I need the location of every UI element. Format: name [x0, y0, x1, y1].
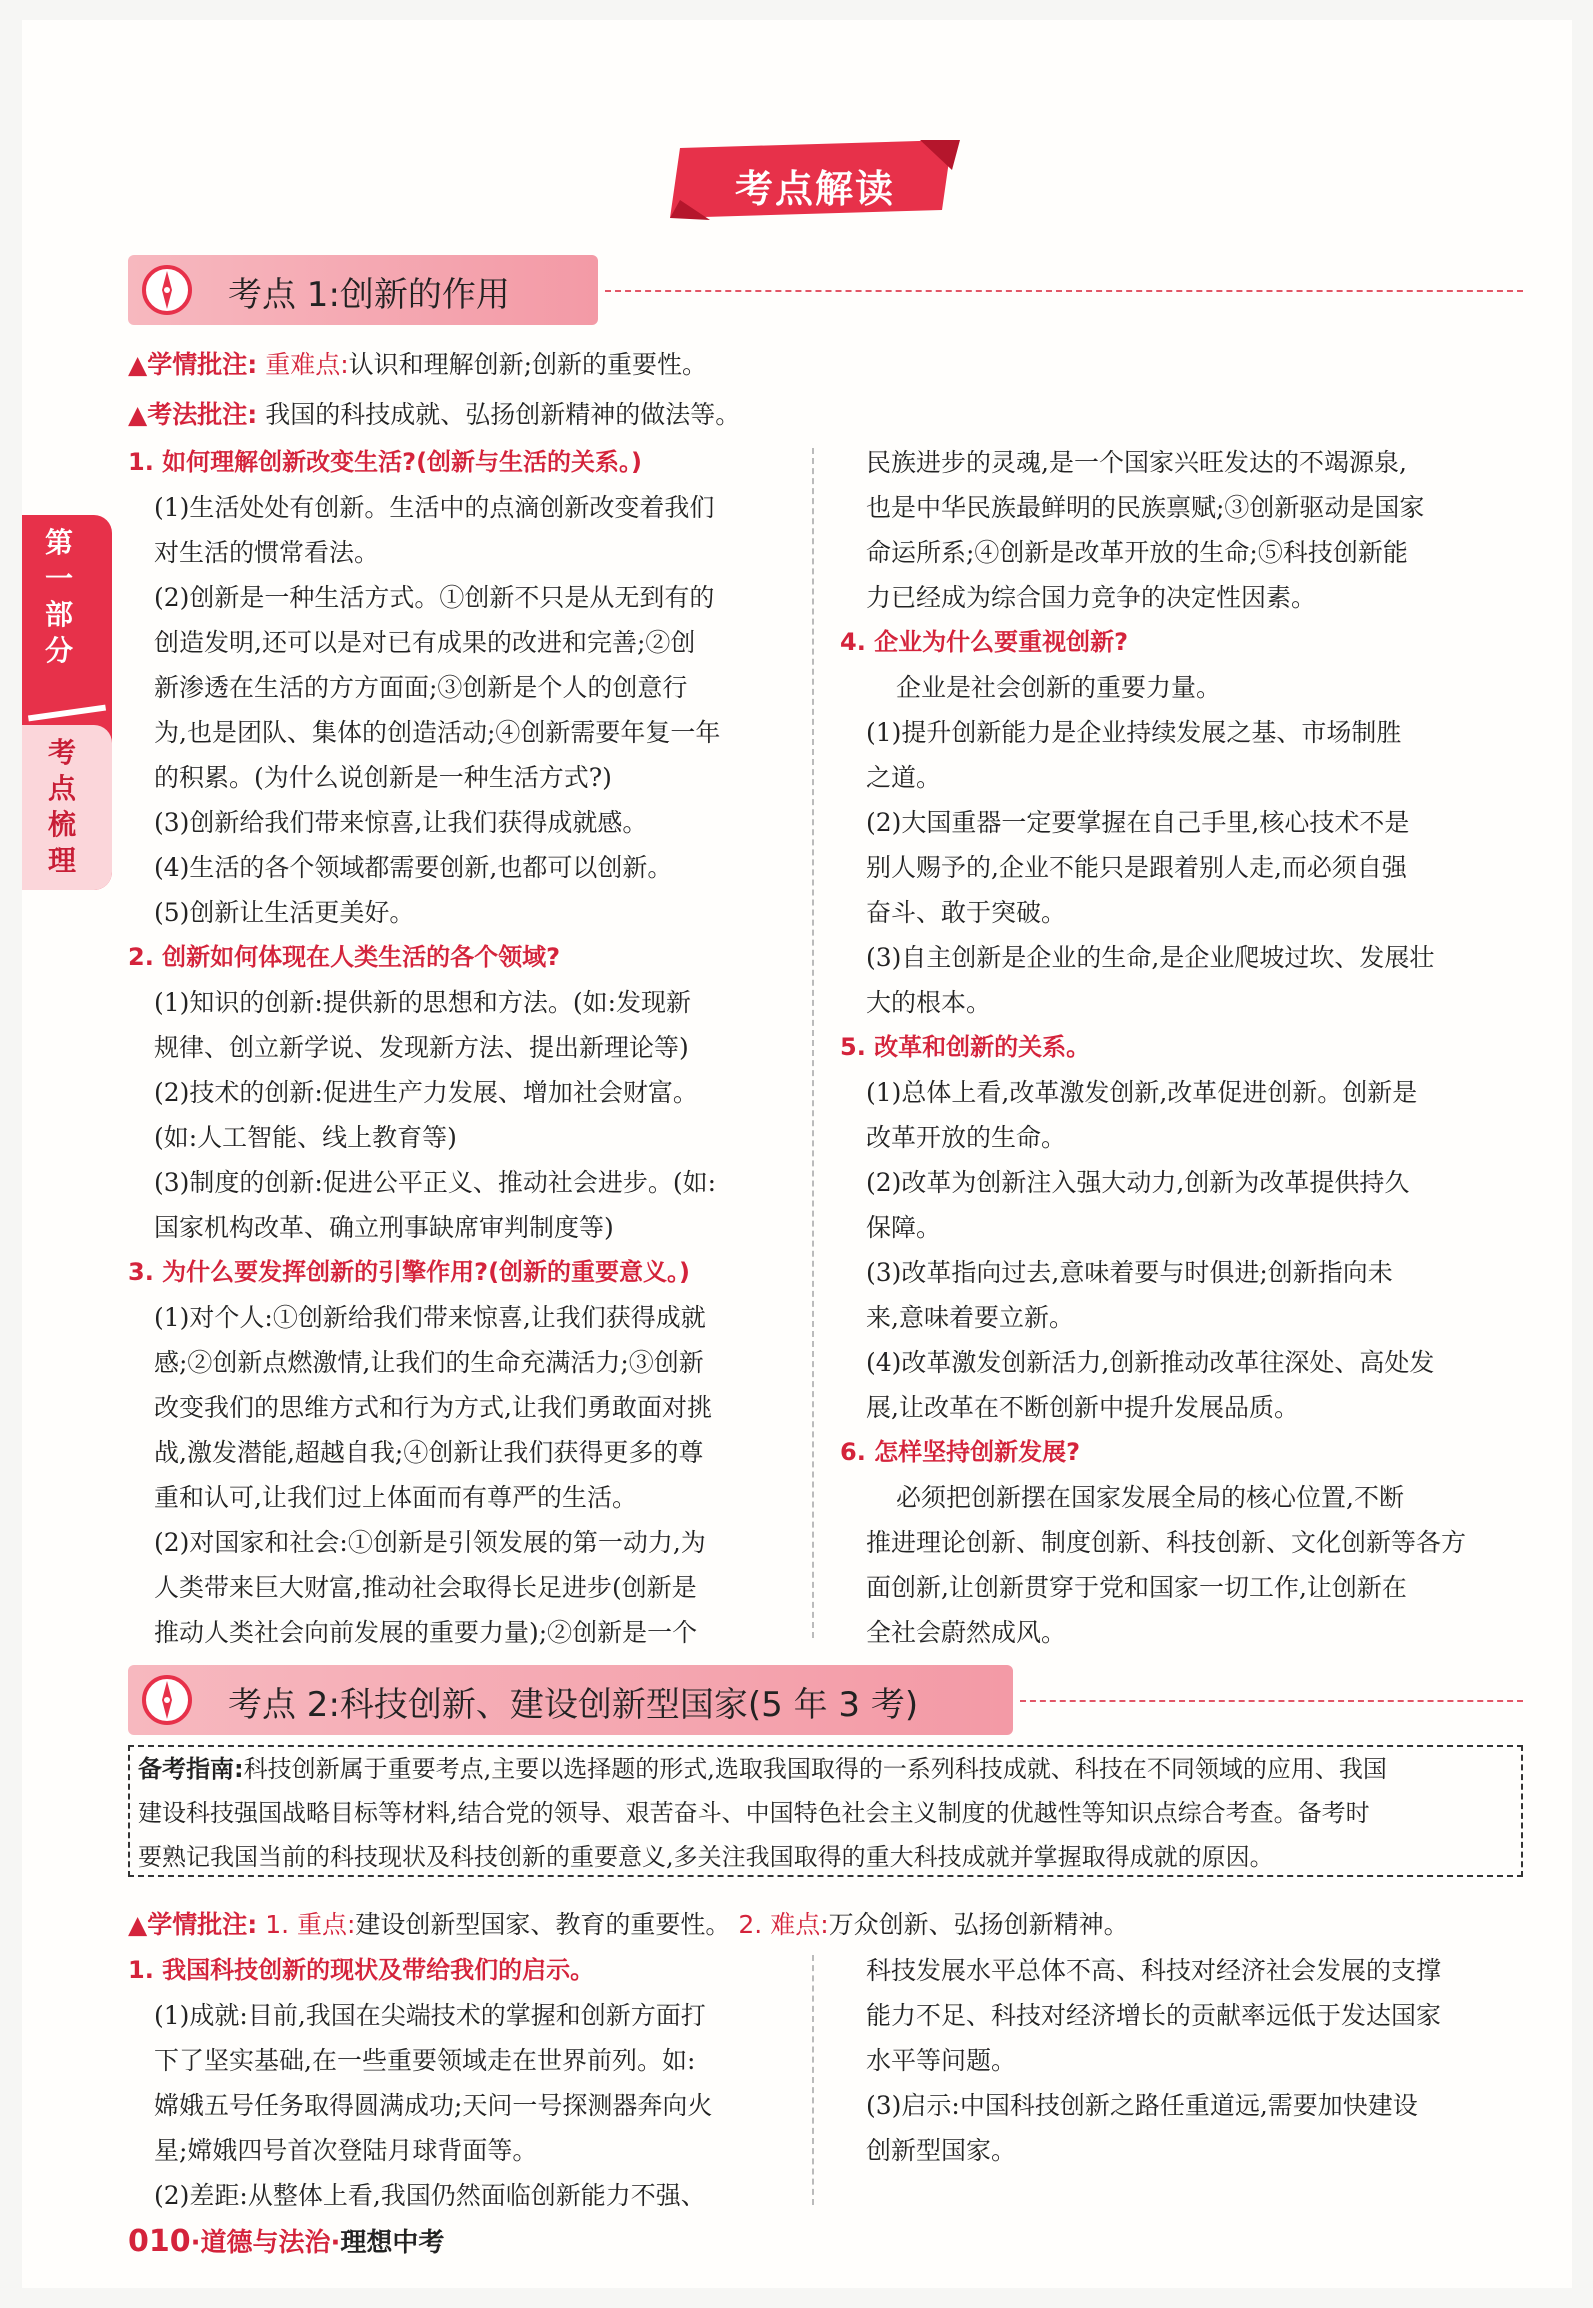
section-banner	[670, 140, 960, 220]
text-line: (2)改革为创新注入强大动力,创新为改革提供持久	[866, 1168, 1410, 1197]
left-column-2	[128, 1948, 793, 2218]
section-2-header	[128, 1665, 1013, 1735]
text-line: (2)对国家和社会:①创新是引领发展的第一动力,为	[154, 1528, 706, 1557]
divider	[1020, 1700, 1523, 1702]
text-line: 国家机构改革、确立刑事缺席审判制度等)	[154, 1213, 614, 1242]
text-line: (3)制度的创新:促进公平正义、推动社会进步。(如:	[154, 1168, 717, 1197]
text-line: 感;②创新点燃激情,让我们的生命充满活力;③创新	[154, 1348, 704, 1377]
text-line: 规律、创立新学说、发现新方法、提出新理论等)	[154, 1033, 689, 1062]
text-line: 水平等问题。	[866, 2046, 1017, 2075]
xueqing-note: ▲学情批注: 重难点:认识和理解创新;创新的重要性。	[128, 350, 708, 379]
text-line: 别人赐予的,企业不能只是跟着别人走,而必须自强	[866, 853, 1407, 882]
text-line: (4)生活的各个领域都需要创新,也都可以创新。	[154, 853, 673, 882]
text-line: 也是中华民族最鲜明的民族禀赋;③创新驱动是国家	[866, 493, 1425, 522]
text-line: (1)对个人:①创新给我们带来惊喜,让我们获得成就	[154, 1303, 706, 1332]
text-line: (2)差距:从整体上看,我国仍然面临创新能力不强、	[154, 2181, 706, 2210]
text-line: 大的根本。	[866, 988, 992, 1017]
compass-icon	[142, 1675, 192, 1725]
text-line: 改变我们的思维方式和行为方式,让我们勇敢面对挑	[154, 1393, 712, 1422]
text-line: 科技发展水平总体不高、科技对经济社会发展的支撑	[866, 1956, 1442, 1985]
text-line: 面创新,让创新贯穿于党和国家一切工作,让创新在	[866, 1573, 1407, 1602]
text-line: (2)大国重器一定要掌握在自己手里,核心技术不是	[866, 808, 1410, 837]
text-line: 来,意味着要立新。	[866, 1303, 1074, 1332]
text-line: 的积累。(为什么说创新是一种生活方式?)	[154, 763, 612, 792]
text-line: 民族进步的灵魂,是一个国家兴旺发达的不竭源泉,	[866, 448, 1407, 477]
section-2-title: 考点 2:科技创新、建设创新型国家(5 年 3 考)	[228, 1685, 919, 1725]
text-line: (如:人工智能、线上教育等)	[154, 1123, 457, 1152]
text-line: 重和认可,让我们过上体面而有尊严的生活。	[154, 1483, 637, 1512]
page-footer: 010·道德与法治·理想中考	[128, 2224, 445, 2259]
text-line: (1)生活处处有创新。生活中的点滴创新改变着我们	[154, 493, 715, 522]
banner-title: 考点解读	[734, 167, 895, 211]
question-heading: 5. 改革和创新的关系。	[840, 1033, 1091, 1061]
text-line: (3)创新给我们带来惊喜,让我们获得成就感。	[154, 808, 648, 837]
exam-guide-box: 备考指南:科技创新属于重要考点,主要以选择题的形式,选取我国取得的一系列科技成就、科技在不同领域的应用、我国 建设科技强国战略目标等材料,结合党的领导、艰苦奋斗、中国特色社会主义制度的优越性等知识点综合考查。备考时 要熟记我国当前的科技现状及科技创新的重要意义,多关注我国取得的重大科技成就并掌握取得成就的原因。	[128, 1745, 1523, 1877]
divider	[605, 290, 1523, 292]
side-tab	[22, 515, 112, 890]
text-line: 全社会蔚然成风。	[866, 1618, 1067, 1647]
xueqing-note-2: ▲学情批注: 1. 重点:建设创新型国家、教育的重要性。 2. 难点:万众创新、弘扬创新精神。	[128, 1910, 1129, 1939]
text-line: 展,让改革在不断创新中提升发展品质。	[866, 1393, 1299, 1422]
question-heading: 2. 创新如何体现在人类生活的各个领域?	[128, 943, 561, 971]
text-line: (3)启示:中国科技创新之路任重道远,需要加快建设	[866, 2091, 1418, 2120]
text-line: 奋斗、敢于突破。	[866, 898, 1067, 927]
text-line: 创造发明,还可以是对已有成果的改进和完善;②创	[154, 628, 696, 657]
question-heading: 1. 我国科技创新的现状及带给我们的启示。	[128, 1956, 595, 1984]
text-line: (1)提升创新能力是企业持续发展之基、市场制胜	[866, 718, 1402, 747]
text-line: (2)创新是一种生活方式。①创新不只是从无到有的	[154, 583, 715, 612]
text-line: (3)自主创新是企业的生命,是企业爬坡过坎、发展壮	[866, 943, 1435, 972]
page-number: 010	[128, 2224, 191, 2259]
left-column	[128, 440, 793, 1655]
question-heading: 6. 怎样坚持创新发展?	[840, 1438, 1081, 1466]
compass-icon	[142, 265, 192, 315]
text-line: 星;嫦娥四号首次登陆月球背面等。	[154, 2136, 538, 2165]
text-line: 必须把创新摆在国家发展全局的核心位置,不断	[896, 1483, 1404, 1512]
side-tab-label: 考点梳理	[47, 736, 76, 877]
text-line: 企业是社会创新的重要力量。	[896, 673, 1222, 702]
right-column	[840, 440, 1520, 1655]
text-line: 推动人类社会向前发展的重要力量);②创新是一个	[154, 1618, 698, 1647]
text-line: 下了坚实基础,在一些重要领域走在世界前列。如:	[154, 2046, 696, 2075]
right-column-2	[840, 1948, 1520, 2173]
question-heading: 1. 如何理解创新改变生活?(创新与生活的关系。)	[128, 448, 643, 476]
section-1-header	[128, 255, 598, 325]
text-line: (2)技术的创新:促进生产力发展、增加社会财富。	[154, 1078, 698, 1107]
text-line: (4)改革激发创新活力,创新推动改革往深处、高处发	[866, 1348, 1435, 1377]
text-line: 人类带来巨大财富,推动社会取得长足进步(创新是	[154, 1573, 697, 1602]
side-tab-part: 第一部分	[44, 526, 73, 667]
text-line: (1)总体上看,改革激发创新,改革促进创新。创新是	[866, 1078, 1418, 1107]
text-line: 命运所系;④创新是改革开放的生命;⑤科技创新能	[866, 538, 1408, 567]
text-line: 嫦娥五号任务取得圆满成功;天问一号探测器奔向火	[154, 2091, 713, 2120]
text-line: 改革开放的生命。	[866, 1123, 1067, 1152]
text-line: (1)知识的创新:提供新的思想和方法。(如:发现新	[154, 988, 692, 1017]
text-line: 能力不足、科技对经济增长的贡献率远低于发达国家	[866, 2001, 1442, 2030]
kaofa-note: ▲考法批注: 我国的科技成就、弘扬创新精神的做法等。	[128, 400, 741, 429]
text-line: 战,激发潜能,超越自我;④创新让我们获得更多的尊	[154, 1438, 704, 1467]
question-heading: 3. 为什么要发挥创新的引擎作用?(创新的重要意义。)	[128, 1258, 691, 1286]
text-line: 对生活的惯常看法。	[154, 538, 380, 567]
text-line: 保障。	[866, 1213, 942, 1242]
text-line: (1)成就:目前,我国在尖端技术的掌握和创新方面打	[154, 2001, 706, 2030]
text-line: (5)创新让生活更美好。	[154, 898, 415, 927]
text-line: 新渗透在生活的方方面面;③创新是个人的创意行	[154, 673, 688, 702]
section-1-title: 考点 1:创新的作用	[228, 275, 510, 315]
text-line: 力已经成为综合国力竞争的决定性因素。	[866, 583, 1317, 612]
question-heading: 4. 企业为什么要重视创新?	[840, 628, 1129, 656]
text-line: 推进理论创新、制度创新、科技创新、文化创新等各方	[866, 1528, 1467, 1557]
text-line: 之道。	[866, 763, 942, 792]
text-line: 创新型国家。	[866, 2136, 1017, 2165]
text-line: 为,也是团队、集体的创造活动;④创新需要年复一年	[154, 718, 721, 747]
text-line: (3)改革指向过去,意味着要与时俱进;创新指向未	[866, 1258, 1393, 1287]
